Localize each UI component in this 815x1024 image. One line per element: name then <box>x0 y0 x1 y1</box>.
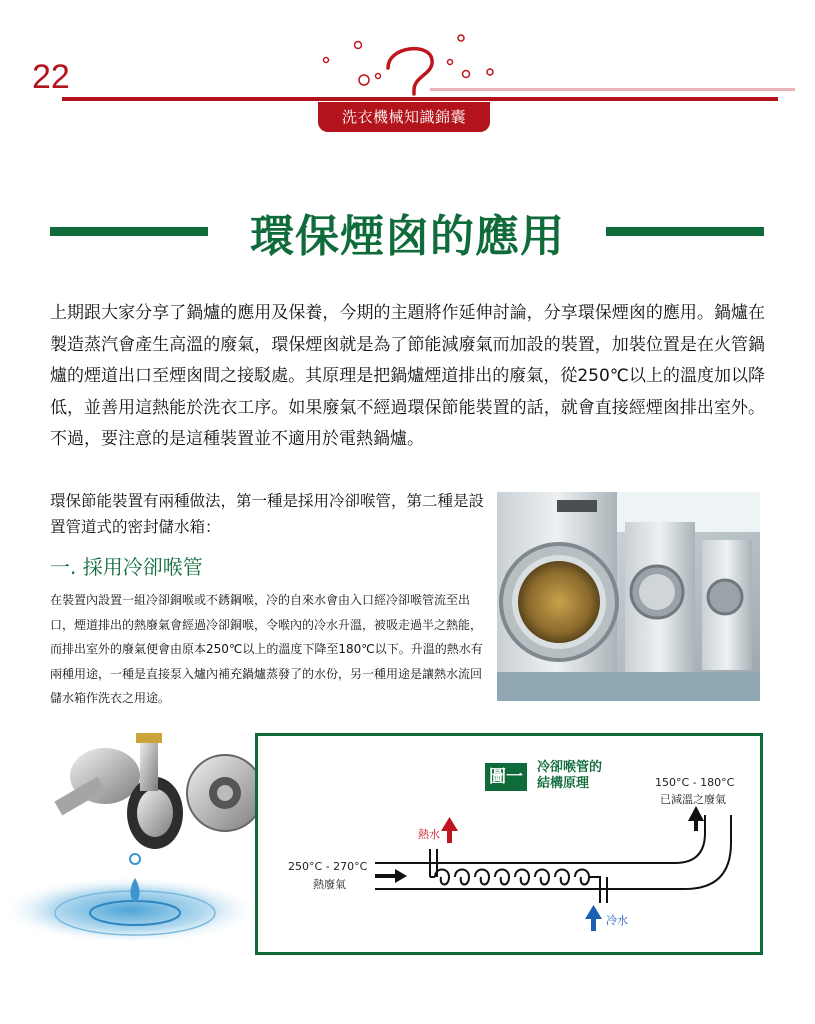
hot-water-label: 熱水 <box>418 828 440 841</box>
article-title: 環保煙囪的應用 <box>250 211 565 262</box>
inlet-temperature: 250°C - 270°C <box>288 860 368 873</box>
methods-intro: 環保節能裝置有兩種做法，第一種是採用冷卻喉管，第二種是設置管道式的密封儲水箱： <box>50 492 485 536</box>
inlet-label: 熱廢氣 <box>313 878 346 891</box>
section-heading: 一. 採用冷卻喉管 <box>50 555 203 579</box>
figure-badge: 圖一 <box>485 763 527 791</box>
figure-title-line1: 冷卻喉管的 <box>537 760 603 775</box>
outlet-label: 已減溫之廢氣 <box>660 793 726 806</box>
section-tag: 洗衣機械知識錦囊 <box>318 102 490 132</box>
section-body: 在裝置內設置一組冷卻銅喉或不銹鋼喉，冷的自來水會由入口經冷卻喉管流至出口，煙道排出的熱廢氣會經過冷卻銅喉，令喉內的冷水升溫，被吸走過半之熱能，而排出室外的廢氣便會由原本250℃以上的溫度下降至180℃以下。升溫的熱水有兩種用途，一種是直接泵入爐內補充鍋爐蒸發了的水份，另一種用途是讓熱水流回儲水箱作洗衣之用途。 <box>50 593 483 705</box>
mechanical-parts-illustration <box>0 718 270 948</box>
cold-water-label: 冷水 <box>606 914 628 927</box>
washer-extractor-photo <box>497 492 760 701</box>
question-mark-bubbles-icon <box>318 28 498 100</box>
page-number: 22 <box>32 58 70 96</box>
pipe-schematic <box>255 733 763 955</box>
intro-paragraph: 上期跟大家分享了鍋爐的應用及保養，今期的主題將作延伸討論，分享環保煙囪的應用。鍋爐在製造蒸汽會產生高溫的廢氣，環保煙囪就是為了節能減廢氣而加設的裝置，加裝位置是在火管鍋爐的煙道出口至煙囪間之接駁處。其原理是把鍋爐煙道排出的廢氣，從250℃以上的溫度加以降低，並善用這熱能於洗衣工序。如果廢氣不經過環保節能裝置的話，就會直接經煙囪排出室外。不過，要注意的是這種裝置並不適用於電熱鍋爐。 <box>50 303 765 449</box>
outlet-temperature: 150°C - 180°C <box>655 776 735 789</box>
figure-title-line2: 結構原理 <box>537 776 590 791</box>
